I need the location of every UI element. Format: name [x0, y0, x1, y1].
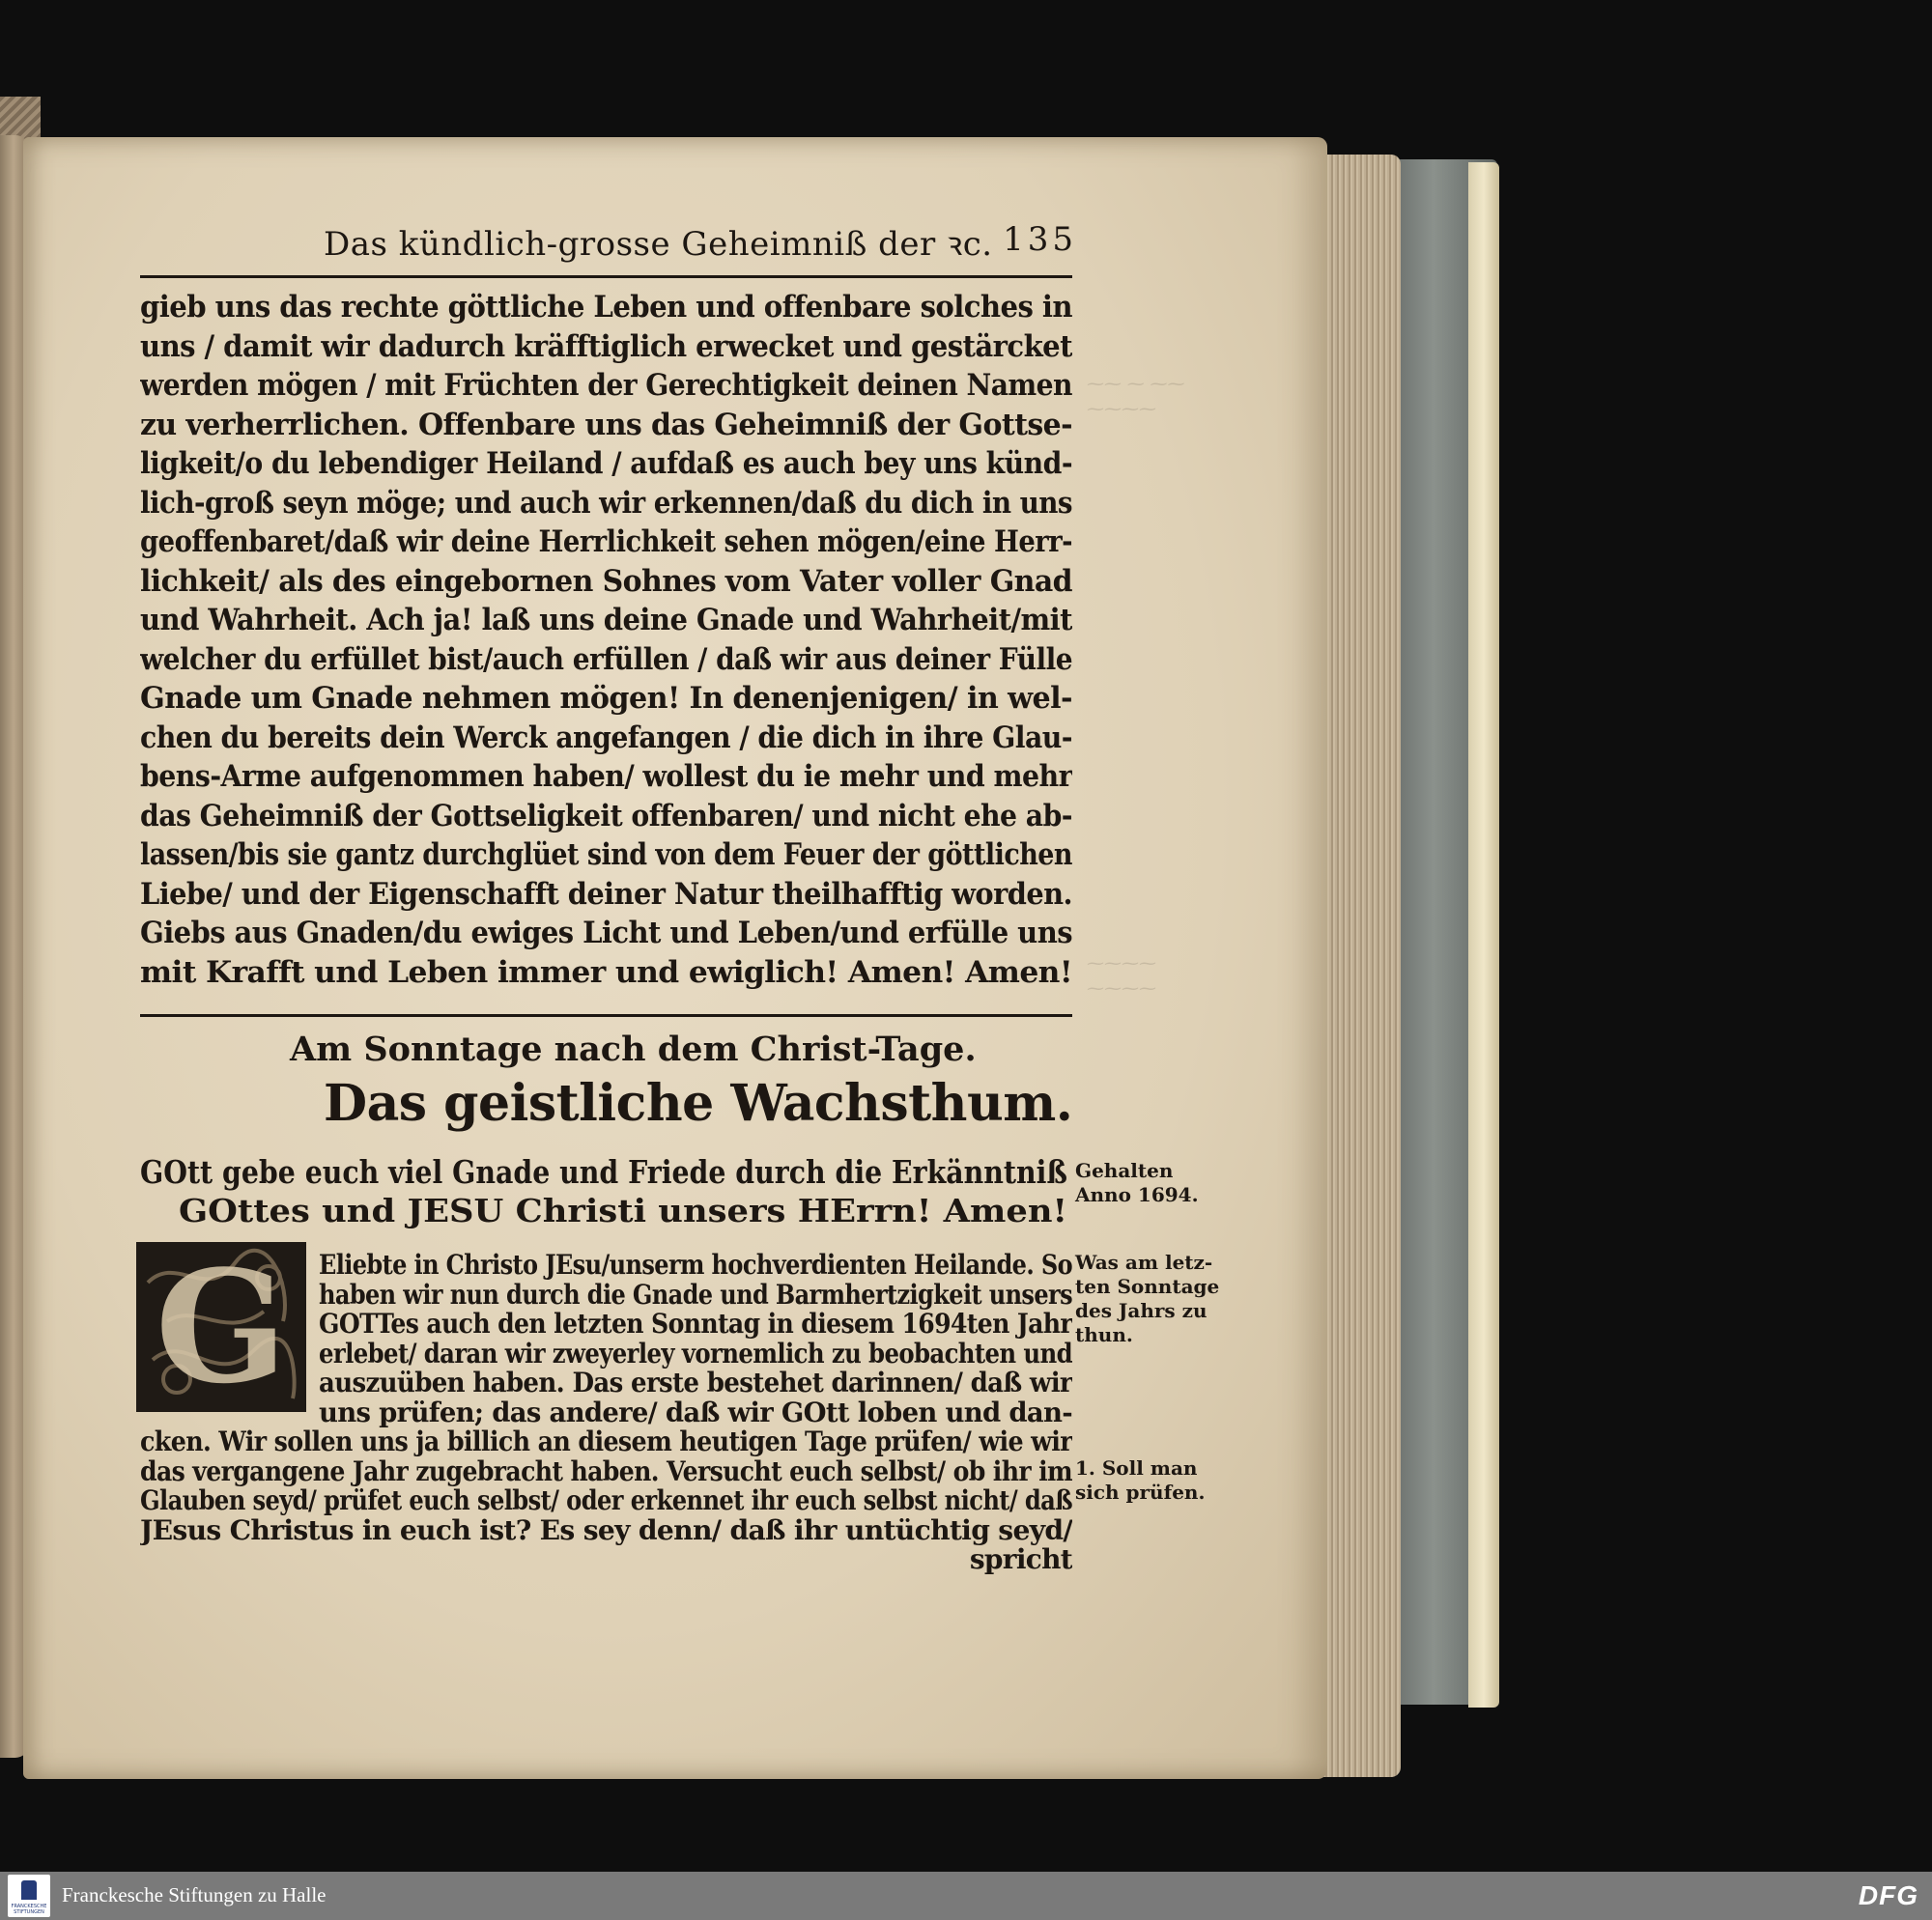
text-line: das Geheimniß der Gottseligkeit offenbaren/ und nicht ehe ab-	[140, 798, 1072, 833]
footer-bar	[0, 1872, 1932, 1920]
text-line: GOTTes auch den letzten Sonntag in diesem 1694ten Jahr	[319, 1310, 1072, 1340]
header-rule	[140, 275, 1072, 278]
running-head-title: Das kündlich-grosse Geheimniß der ꝛc.	[324, 225, 993, 264]
text-line: lassen/bis sie gantz durchglüet sind von dem Feuer der göttlichen	[140, 837, 1072, 872]
catchword: spricht	[969, 1545, 1072, 1575]
margin-note-line: Gehalten	[1075, 1159, 1174, 1182]
text-line: zu verherrlichen. Offenbare uns das Geheimniß der Gottse-	[140, 407, 1072, 442]
text-line: Liebe/ und der Eigenschafft deiner Natur theilhafftig worden.	[140, 876, 1072, 912]
margin-note-line: Anno 1694.	[1075, 1183, 1199, 1206]
text-line: haben wir nun durch die Gnade und Barmhertzigkeit unsers	[319, 1280, 1072, 1310]
blessing-line: GOttes und JESU Christi unsers HErrn! Amen!	[179, 1192, 1067, 1229]
text-line: gieb uns das rechte göttliche Leben und offenbare solches in	[140, 290, 1072, 325]
text-line: werden mögen / mit Früchten der Gerechtigkeit deinen Namen	[140, 368, 1072, 403]
text-line: uns / damit wir dadurch kräfftiglich erwecket und gestärcket	[140, 328, 1072, 364]
text-line: mit Krafft und Leben immer und ewiglich! Amen! Amen!	[140, 954, 1072, 990]
opening-blessing	[140, 1153, 1067, 1230]
orphanage-building-icon	[21, 1880, 37, 1900]
text-line: auszuüben haben. Das erste bestehet darinnen/ daß wir	[319, 1369, 1072, 1398]
page-number: 135	[1003, 220, 1077, 259]
section-rule	[140, 1014, 1072, 1017]
logo-text: FRANCKESCHE STIFTUNGEN	[11, 1904, 47, 1915]
text-line: uns prüfen; das andere/ daß wir GOtt loben und dan-	[319, 1398, 1072, 1427]
prayer-text-block	[140, 288, 1072, 992]
institution-name: Franckesche Stiftungen zu Halle	[62, 1883, 327, 1906]
blessing-line: GOtt gebe euch viel Gnade und Friede durch die Erkänntniß	[140, 1153, 1067, 1191]
margin-note-line: Was am letz-	[1075, 1251, 1213, 1274]
dfg-logo[interactable]: DFG	[1858, 1880, 1918, 1910]
sermon-full-lines	[140, 1427, 1072, 1545]
sermon-title: Das geistliche Wachsthum.	[324, 1074, 1073, 1133]
margin-note-last-sunday	[1075, 1251, 1219, 1347]
text-line: chen du bereits dein Werck angefangen / die dich in ihre Glau-	[140, 720, 1072, 755]
text-line: und Wahrheit. Ach ja! laß uns deine Gnade und Wahrheit/mit	[140, 603, 1072, 637]
page-block-edges	[1323, 155, 1401, 1777]
margin-note-line: thun.	[1075, 1323, 1133, 1346]
text-line: lich-groß seyn möge; und auch wir erkennen/daß du dich in uns	[140, 485, 1072, 521]
show-through-text: ⁓⁓ ⁓ ⁓⁓ ⁓⁓⁓⁓	[1087, 374, 1185, 419]
margin-note-line: sich prüfen.	[1075, 1481, 1206, 1504]
margin-note-line: 1. Soll man	[1075, 1456, 1198, 1480]
text-line: welcher du erfüllet bist/auch erfüllen / daß wir aus deiner Fülle	[140, 641, 1072, 677]
text-line: bens-Arme aufgenommen haben/ wollest du ie mehr und mehr	[140, 759, 1072, 794]
institution-logo[interactable]	[8, 1875, 50, 1917]
text-line: Gnade um Gnade nehmen mögen! In denenjenigen/ in wel-	[140, 681, 1072, 716]
sermon-occasion: Am Sonntage nach dem Christ-Tage.	[290, 1030, 977, 1069]
text-line: Giebs aus Gnaden/du ewiges Licht und Leben/und erfülle uns	[140, 916, 1072, 950]
text-line: lichkeit/ als des eingebornen Sohnes vom Vater voller Gnad	[140, 563, 1072, 599]
text-line: Eliebte in Christo JEsu/unserm hochverdienten Heilande. So	[319, 1251, 1072, 1281]
text-line: erlebet/ daran wir zweyerley vornemlich zu beobachten und	[319, 1339, 1072, 1369]
initial-letter: G	[155, 1236, 288, 1418]
margin-note-line: ten Sonntage	[1075, 1275, 1220, 1298]
text-line: ligkeit/o du lebendiger Heiland / aufdaß es auch bey uns künd-	[140, 446, 1072, 481]
text-line: Glauben seyd/ prüfet euch selbst/ oder erkennet ihr euch selbst nicht/ daß	[140, 1486, 1072, 1516]
text-line: JEsus Christus in euch ist? Es sey denn/ daß ihr untüchtig seyd/	[140, 1515, 1072, 1545]
sermon-text-block	[140, 1251, 1072, 1575]
margin-note-line: des Jahrs zu	[1075, 1299, 1208, 1322]
cover-board-edge	[1468, 162, 1499, 1708]
show-through-text: ⁓⁓⁓⁓ ⁓⁓⁓⁓	[1087, 953, 1156, 999]
text-line: geoffenbaret/daß wir deine Herrlichkeit sehen mögen/eine Herr-	[140, 524, 1072, 559]
running-header	[324, 220, 1077, 268]
text-line: das vergangene Jahr zugebracht haben. Versucht euch selbst/ ob ihr im	[140, 1456, 1072, 1486]
sermon-indented-lines	[140, 1251, 1072, 1427]
margin-note-examine	[1075, 1456, 1205, 1505]
margin-note-held	[1075, 1159, 1199, 1207]
text-line: cken. Wir sollen uns ja billich an diesem heutigen Tage prüfen/ wie wir	[140, 1427, 1072, 1457]
